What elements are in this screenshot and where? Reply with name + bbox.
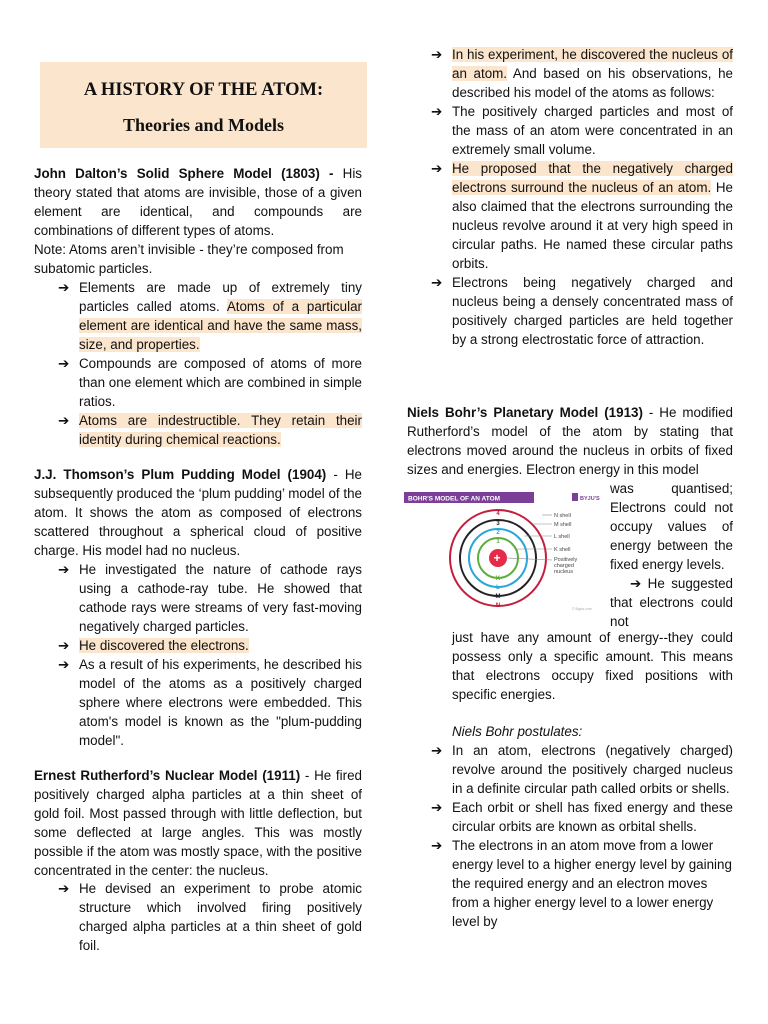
figure-logo: BYJU'S	[580, 496, 600, 502]
rutherford-text: - He fired positively charged alpha particles at a thin sheet of gold foil. Most passed through with little deflection, but some deflected at large angles. This was mostly possible if the atom was mostly space, with the positive concentrated in the center: the nucleus.	[34, 768, 362, 878]
arrow-icon: ➔	[58, 638, 70, 653]
highlight: He proposed that the negatively charged electrons surround the nucleus of an atom.	[452, 161, 733, 195]
arrow-icon: ➔	[431, 161, 443, 176]
thomson-list	[58, 560, 362, 750]
figure-credit: © Byjus.com	[572, 607, 592, 611]
shell-number-1: 1	[496, 539, 500, 545]
bohr-side-text: was quantised; Electrons could not occupy values of energy between the fixed energy levels. ➔ He suggested that electrons could not	[610, 481, 733, 629]
arrow-icon: ➔	[58, 280, 70, 295]
dalton-heading: John Dalton’s Solid Sphere Model (1803) -	[34, 166, 334, 181]
rutherford-list-left	[58, 879, 362, 955]
list-item	[58, 636, 362, 655]
list-item: ➔ Compounds are composed of atoms of more than one element which are combined in simple ratios.	[58, 356, 362, 409]
shell-number-3: 3	[496, 521, 500, 527]
list-item: ➔ He investigated the nature of cathode rays using a cathode-ray tube. He showed that cathode rays were streams of very fast-moving negatively charged particles.	[58, 562, 362, 634]
highlight: In his experiment, he discovered the nucleus of an atom.	[452, 47, 733, 81]
arrow-icon: ➔	[431, 743, 443, 758]
bohr-continuation: just have any amount of energy--they could possess only a specific amount. This means that electrons occupy fixed positions with specific energies.	[452, 630, 733, 702]
arrow-icon: ➔	[431, 47, 443, 62]
list-item: ➔ He devised an experiment to probe atomic structure which involved firing positively charged alpha particles at a thin sheet of gold foil.	[58, 881, 362, 953]
arrow-icon: ➔	[431, 104, 443, 119]
figure-banner-text: BOHR'S MODEL OF AN ATOM	[408, 495, 501, 503]
label-k-shell: K shell	[554, 547, 571, 553]
arrow-icon: ➔	[58, 562, 70, 577]
bohr-text: - He modified Rutherford’s model of the atom by stating that electrons moved around the nucleus in orbits of fixed sizes and energies. Electron energy in this model	[407, 405, 733, 477]
highlight: He discovered the electrons.	[79, 638, 249, 653]
dalton-paragraph	[34, 164, 362, 240]
page-title: A HISTORY OF THE ATOM:	[83, 80, 324, 100]
arrow-icon: ➔	[431, 275, 443, 290]
shell-labels	[554, 513, 577, 575]
rutherford-list-right	[431, 45, 733, 349]
bohr-model-diagram	[402, 488, 604, 612]
arrow-icon: ➔	[630, 576, 642, 591]
list-item: ➔ The positively charged particles and most of the mass of an atom were concentrated in an extremely small volume.	[431, 104, 733, 157]
list-item: ➔ The electrons in an atom move from a lower energy level to a higher energy level by gaining the required energy and an electron moves from a higher energy level to a lower energy level by	[431, 838, 732, 929]
bohr-paragraph	[407, 403, 733, 479]
thomson-paragraph	[34, 465, 362, 560]
bohr-heading: Niels Bohr’s Planetary Model (1913)	[407, 405, 643, 420]
label-nucleus-1: Positively	[554, 557, 578, 563]
shell-letter-m: M	[495, 594, 501, 600]
dalton-note: Note: Atoms aren’t invisible - they’re composed from subatomic particles.	[34, 242, 344, 276]
logo-icon	[572, 493, 578, 501]
thomson-text: - He subsequently produced the ‘plum pudding’ model of the atom. It shows the atom as composed of electrons scattered throughout a spherical cloud of positive charge. His model had no nucleus.	[34, 467, 362, 558]
dalton-text: His theory stated that atoms are invisible, those of a given element are identical, and compounds are combinations of different types of atoms.	[34, 166, 363, 238]
list-item: ➔ Each orbit or shell has fixed energy and these circular orbits are known as orbital shells.	[431, 800, 733, 834]
shell-number-2: 2	[496, 530, 500, 536]
shell-letter-k: K	[495, 576, 501, 582]
list-item: ➔ As a result of his experiments, he described his model of the atoms as a positively charged sphere where electrons were embedded. This atom's model is known as the "plum-pudding model".	[58, 657, 362, 748]
postulates-label: Niels Bohr postulates:	[452, 724, 583, 739]
rutherford-paragraph	[34, 766, 362, 880]
arrow-icon: ➔	[58, 881, 70, 896]
list-item: ➔ In his experiment, he discovered the nucleus of an atom. And based on his observations, he described his model of the atoms as follows:	[431, 47, 733, 100]
shell-letter-l: L	[496, 585, 500, 591]
label-nucleus-2: charged	[554, 563, 574, 569]
label-n-shell: N shell	[554, 513, 571, 519]
list-item: ➔ Electrons being negatively charged and nucleus being a densely concentrated mass of positively charged particles are held together by a strong electrostatic force of attraction.	[431, 275, 733, 347]
rutherford-heading: Ernest Rutherford’s Nuclear Model (1911)	[34, 768, 301, 783]
shell-number-4: 4	[496, 511, 500, 517]
bohr-postulates-list	[431, 741, 733, 931]
page-subtitle: Theories and Models	[122, 115, 284, 135]
arrow-icon: ➔	[431, 800, 443, 815]
highlight: Atoms are indestructible. They retain their identity during chemical reactions.	[79, 413, 362, 447]
shell-letter-n: N	[495, 603, 501, 609]
label-l-shell: L shell	[554, 534, 570, 540]
arrow-icon: ➔	[431, 838, 443, 853]
arrow-icon: ➔	[58, 413, 70, 428]
arrow-icon: ➔	[58, 657, 70, 672]
list-item: ➔ Elements are made up of extremely tiny particles called atoms. Atoms of a particular element are identical and have the same mass, size, and properties.	[58, 280, 362, 352]
highlight: Atoms of a particular element are identical and have the same mass, size, and properties.	[79, 299, 362, 352]
list-item: ➔ He proposed that the negatively charged electrons surround the nucleus of an atom. He also claimed that the electrons surrounding the nucleus revolve around it at very high speed in circular paths. He named these circular paths orbits.	[431, 161, 734, 271]
list-item: ➔ In an atom, electrons (negatively charged) revolve around the positively charged nucleus in a definite circular path called orbits or shells.	[431, 743, 733, 796]
thomson-heading: J.J. Thomson’s Plum Pudding Model (1904)	[34, 467, 327, 482]
label-nucleus-3: nucleus	[554, 569, 573, 575]
plus-icon: +	[493, 551, 501, 565]
dalton-list	[58, 278, 362, 449]
bohr-model-figure	[402, 488, 604, 612]
arrow-icon: ➔	[58, 356, 70, 371]
label-m-shell: M shell	[554, 522, 572, 528]
title-box	[40, 62, 367, 148]
list-item	[58, 411, 362, 449]
